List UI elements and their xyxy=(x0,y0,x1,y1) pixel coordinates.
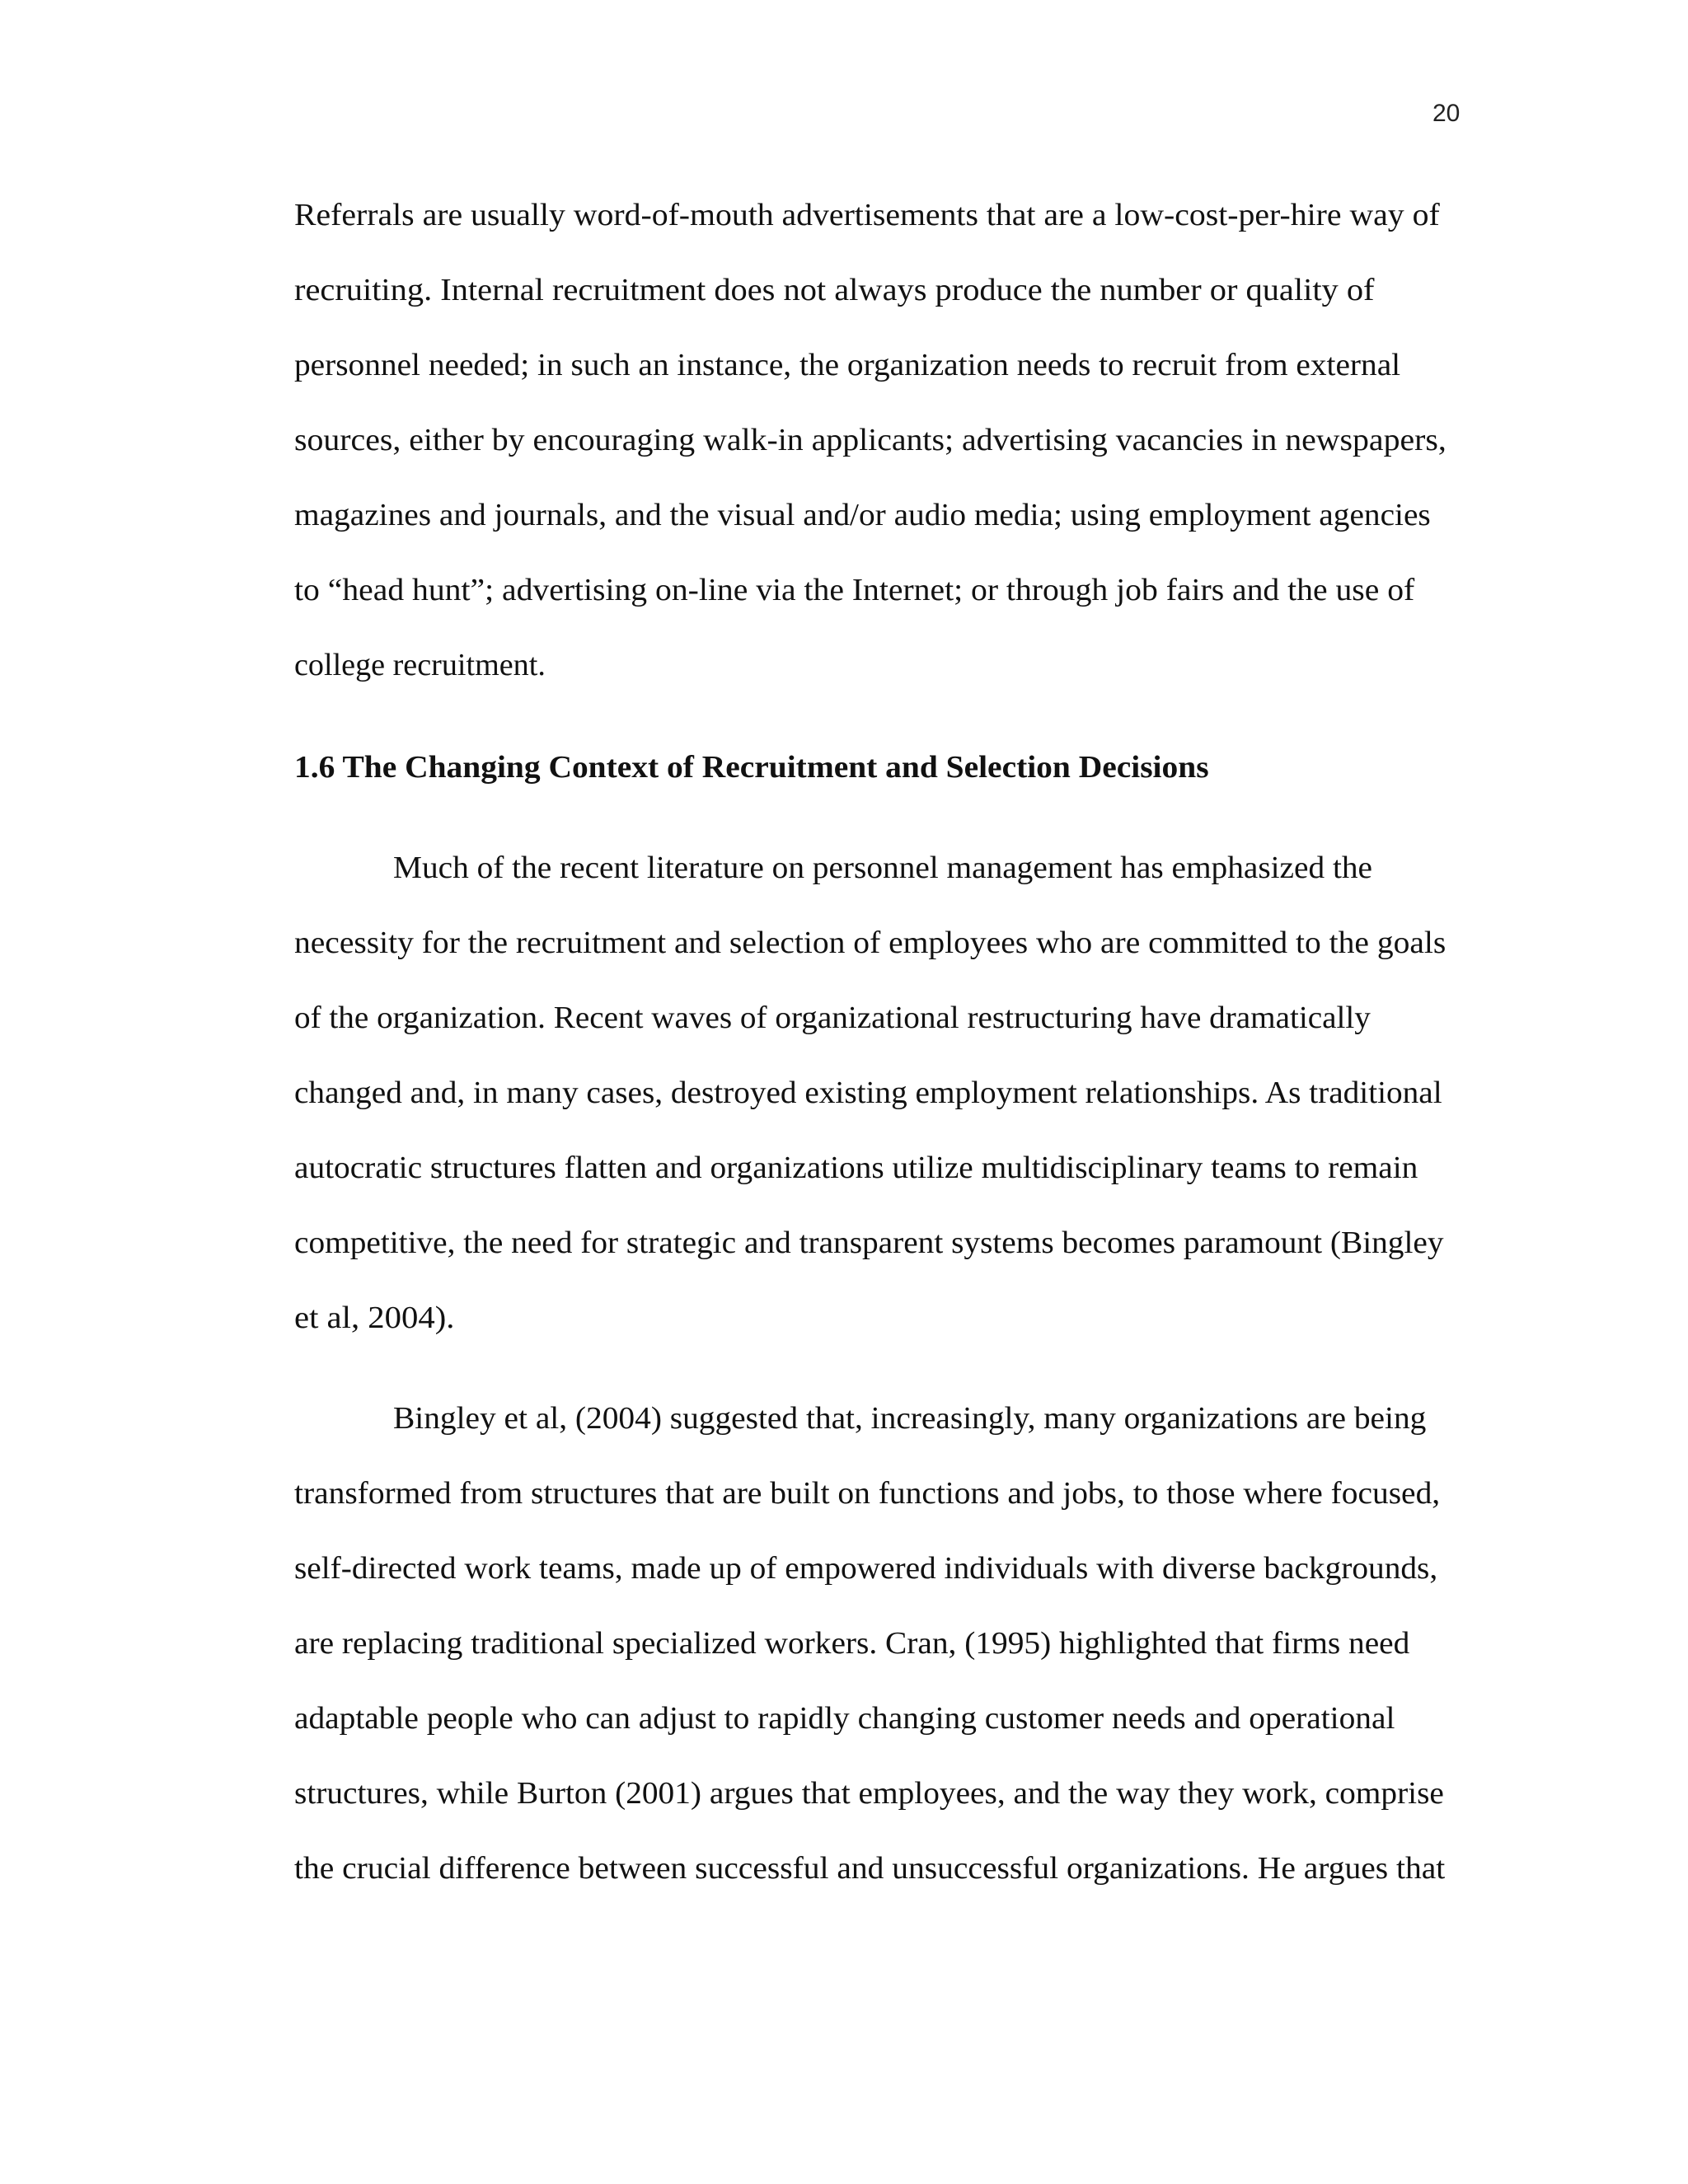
text-line: changed and, in many cases, destroyed existing employment relationships. As traditional xyxy=(294,1076,1442,1110)
text-line: recruiting. Internal recruitment does not always produce the number or quality of xyxy=(294,273,1375,307)
section-heading: 1.6 The Changing Context of Recruitment and Selection Decisions xyxy=(294,750,1209,785)
text-line: magazines and journals, and the visual and/or audio media; using employment agencies xyxy=(294,498,1431,532)
text-line: et al, 2004). xyxy=(294,1301,455,1335)
text-line: of the organization. Recent waves of organizational restructuring have dramatically xyxy=(294,1001,1371,1035)
text-line: transformed from structures that are built on functions and jobs, to those where focused, xyxy=(294,1476,1441,1511)
text-line: Much of the recent literature on personnel management has emphasized the xyxy=(393,851,1372,885)
text-line: to “head hunt”; advertising on-line via the Internet; or through job fairs and the use of xyxy=(294,573,1415,607)
text-line: are replacing traditional specialized workers. Cran, (1995) highlighted that firms need xyxy=(294,1626,1410,1661)
text-line: sources, either by encouraging walk-in applicants; advertising vacancies in newspapers, xyxy=(294,423,1447,457)
text-line: college recruitment. xyxy=(294,648,546,682)
text-line: Bingley et al, (2004) suggested that, increasingly, many organizations are being xyxy=(393,1401,1427,1436)
text-line: Referrals are usually word-of-mouth advertisements that are a low-cost-per-hire way of xyxy=(294,198,1440,232)
text-line: self-directed work teams, made up of empowered individuals with diverse backgrounds, xyxy=(294,1551,1438,1586)
text-line: structures, while Burton (2001) argues that employees, and the way they work, comprise xyxy=(294,1776,1444,1811)
page-number: 20 xyxy=(1432,100,1461,127)
text-line: competitive, the need for strategic and transparent systems becomes paramount (Bingley xyxy=(294,1226,1444,1260)
text-line: personnel needed; in such an instance, the organization needs to recruit from external xyxy=(294,348,1401,382)
text-line: necessity for the recruitment and selection of employees who are committed to the goals xyxy=(294,926,1447,960)
text-line: adaptable people who can adjust to rapidly changing customer needs and operational xyxy=(294,1701,1395,1736)
text-line: autocratic structures flatten and organizations utilize multidisciplinary teams to remain xyxy=(294,1151,1418,1185)
text-line: the crucial difference between successful and unsuccessful organizations. He argues that xyxy=(294,1851,1446,1886)
